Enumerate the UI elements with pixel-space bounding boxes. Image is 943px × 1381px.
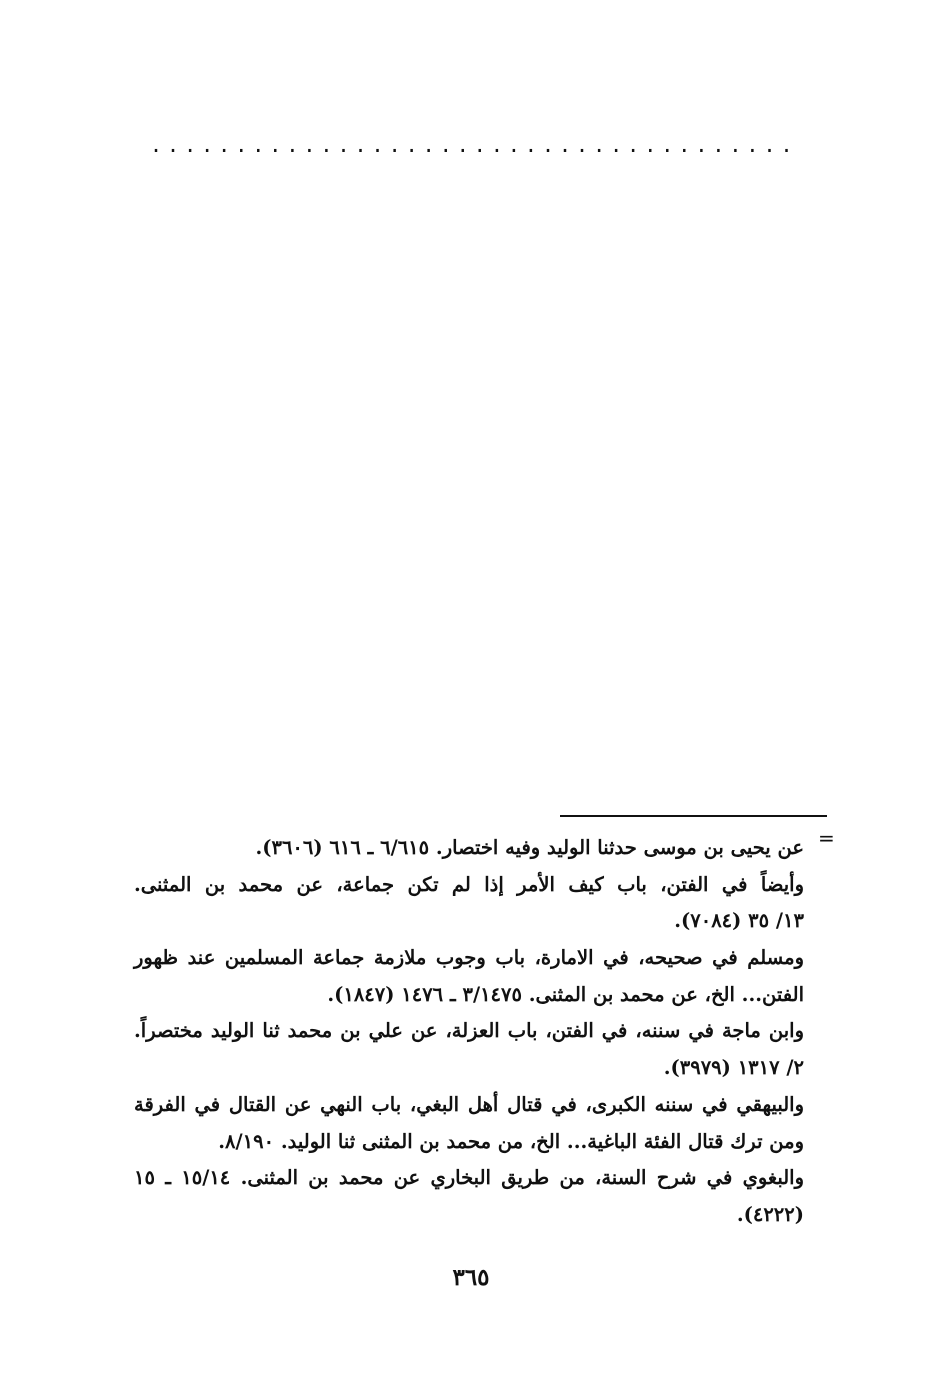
footnote-line: (٤٢٢٢). — [736, 1202, 804, 1226]
footnote-line: وأيضاً في الفتن، باب كيف الأمر إذا لم تكن جماعة، عن محمد بن المثنى. — [134, 872, 804, 896]
footnote-line: الفتن... الخ، عن محمد بن المثنى. ٣/١٤٧٥ ـ ١٤٧٦ (١٨٤٧). — [327, 982, 804, 1006]
footnote-line: وابن ماجة في سننه، في الفتن، باب العزلة، عن علي بن محمد ثنا الوليد مختصراً. — [134, 1019, 804, 1043]
footnote-line: ومسلم في صحيحه، في الامارة، باب وجوب ملازمة جماعة المسلمين عند ظهور — [134, 946, 804, 970]
footnote-continuation-mark: = — [818, 826, 835, 850]
footnote-rule — [560, 815, 827, 817]
footnote-line: والبيهقي في سننه الكبرى، في قتال أهل البغي، باب النهي عن القتال في الفرقة — [134, 1092, 804, 1116]
footnote-line: عن يحيى بن موسى حدثنا الوليد وفيه اختصار. ٦/٦١٥ ـ ٦١٦ (٣٦٠٦). — [255, 836, 804, 859]
footnote-line: ١٣/ ٣٥ (٧٠٨٤). — [674, 909, 804, 933]
dotted-separator: ...................................... — [150, 133, 798, 157]
footnote-line: ٢/ ١٣١٧ (٣٩٧٩). — [663, 1056, 804, 1080]
footnotes-block — [134, 830, 804, 1234]
page-number: ٣٦٥ — [452, 1264, 490, 1291]
footnote-line: والبغوي في شرح السنة، من طريق البخاري عن محمد بن المثنى. ١٥/١٤ ـ ١٥ — [134, 1166, 804, 1190]
footnote-line: ومن ترك قتال الفئة الباغية... الخ، من محمد بن المثنى ثنا الوليد. ٨/١٩٠. — [218, 1129, 804, 1153]
